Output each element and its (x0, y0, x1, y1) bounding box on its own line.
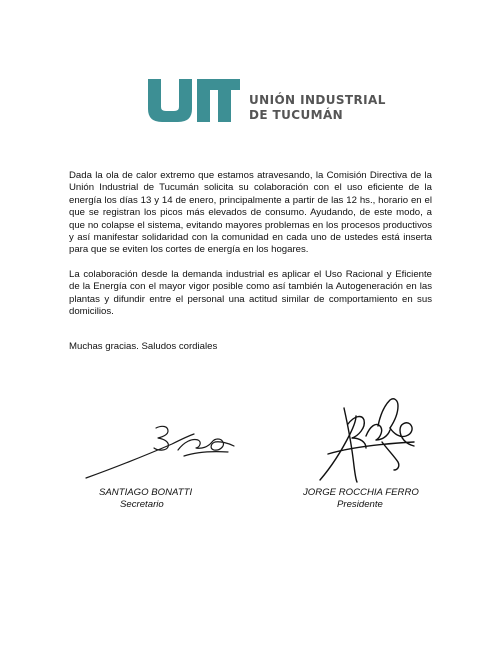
organization-name (249, 93, 386, 123)
signature-block-president (303, 487, 419, 511)
signature-image-president (318, 396, 423, 484)
uit-logo-mark (148, 79, 240, 122)
organization-logo (148, 79, 386, 123)
letter-closing: Muchas gracias. Saludos cordiales (69, 341, 218, 352)
letter-paragraph: La colaboración desde la demanda industrial es aplicar el Uso Racional y Eficiente de la Energía con el mayor vigor posible como así también la Autogeneración en las plantas y difundir entre el personal una actitud similar de comportamiento en sus domicilios. (69, 268, 432, 318)
signer-name: JORGE ROCCHIA FERRO (303, 487, 419, 498)
signer-name: SANTIAGO BONATTI (99, 487, 193, 498)
signature-block-secretary (99, 487, 192, 511)
signature-image-secretary (84, 420, 244, 482)
organization-name-line1: UNIÓN INDUSTRIAL (249, 93, 386, 107)
signer-role: Presidente (337, 499, 383, 510)
signer-role: Secretario (120, 499, 164, 510)
letter-body (69, 170, 432, 330)
organization-name-line2: DE TUCUMÁN (249, 108, 344, 122)
letter-paragraph: Dada la ola de calor extremo que estamos atravesando, la Comisión Directiva de la Unión Industrial de Tucumán solicita su colaboración con el uso eficiente de la energía los días 13 y 14 de enero, principalmente a partir de las 12 hs., horario en el que se registran los picos más elevados de consumo. Ayudando, de este modo, a que no colapse el sistema, evitando mayores problemas en los procesos productivos y así manifestar solidaridad con la comunidad en cada uno de ustedes está inserta para que se eviten los cortes de energía en los hogares. (69, 170, 432, 256)
